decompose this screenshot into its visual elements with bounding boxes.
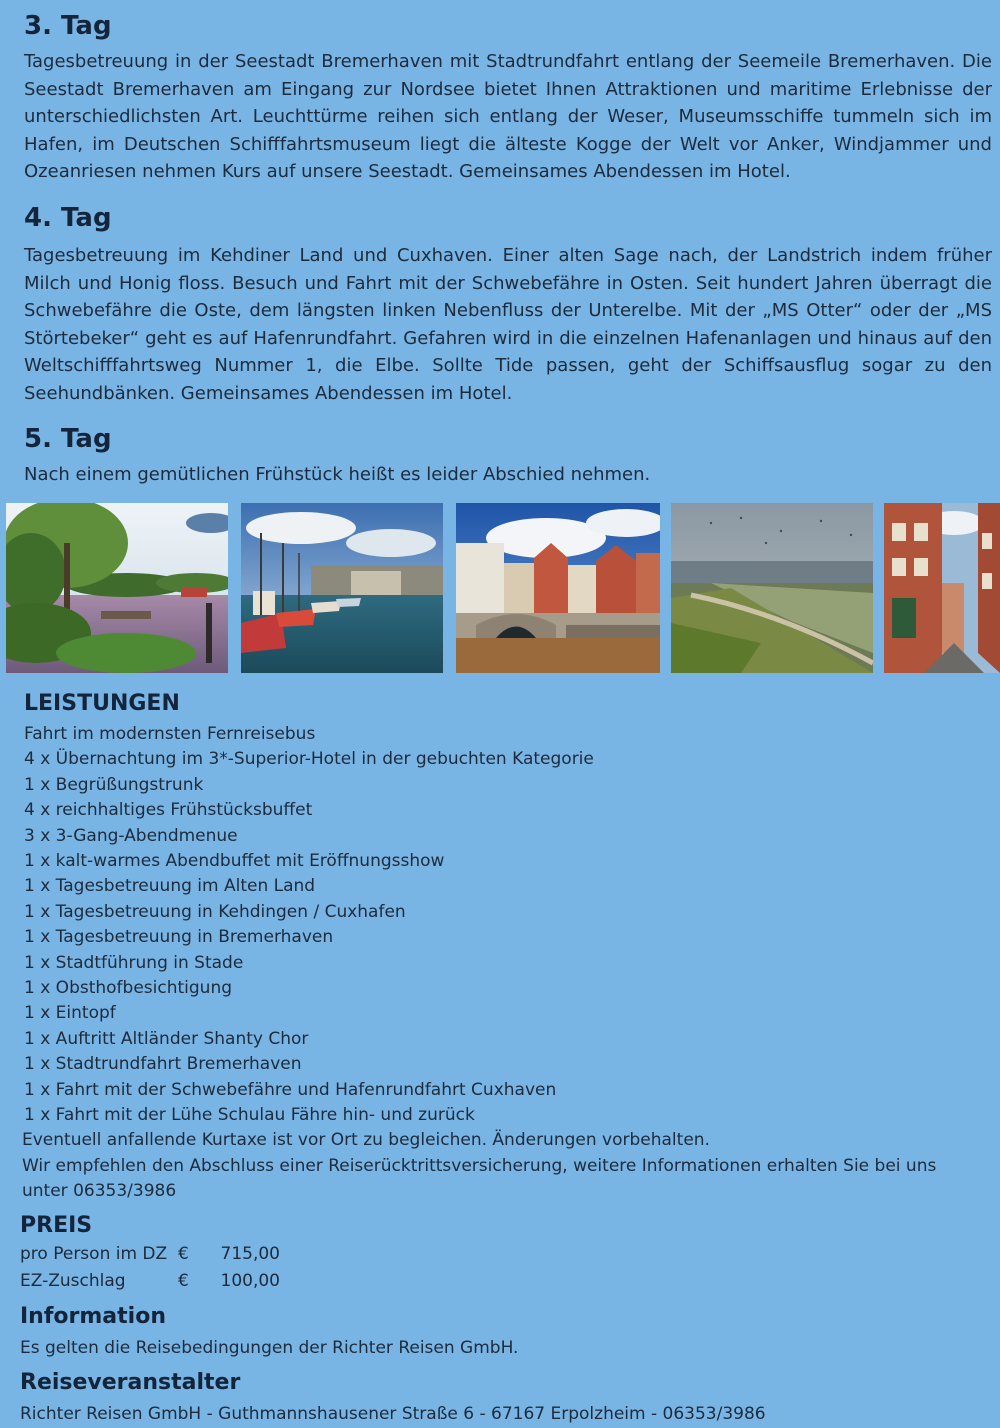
leistungen-section — [24, 690, 994, 1129]
list-item: 1 x Fahrt mit der Lühe Schulau Fähre hin- und zurück — [24, 1105, 475, 1126]
day-5-title: 5. Tag — [24, 424, 112, 454]
list-item: 1 x kalt-warmes Abendbuffet mit Eröffnungsshow — [24, 851, 445, 872]
list-item: Fahrt im modernsten Fernreisebus — [24, 724, 316, 744]
price-row-ez — [20, 1269, 990, 1294]
information-section — [20, 1302, 990, 1362]
day-5-section — [24, 423, 992, 489]
photo-coast-dyke — [671, 503, 873, 673]
preis-title: PREIS — [20, 1213, 93, 1238]
photo-old-town-bridge — [456, 503, 660, 673]
price-value: 100,00 — [220, 1271, 280, 1291]
day-4-text: Tagesbetreuung im Kehdiner Land und Cuxhaven. Einer alten Sage nach, der Landstrich indem früher Milch und Honig floss. Besuch und Fahrt mit der Schwebefähre in Osten. Seit hundert Jahren überragt die Schwebefähre die Oste, dem längsten linken Nebenfluss der Unterelbe. Mit der „MS Otter“ oder der „MS Störtebeker“ geht es auf Hafenrundfahrt. Gefahren wird in die einzelnen Hafenanlagen und hinaus auf den Weltschifffahrtsweg Nummer 1, die Elbe. Sollte Tide passen, geht der Schiffsausflug sogar zu den Seehundbänken. Gemeinsames Abendessen im Hotel. — [24, 245, 992, 404]
list-item: 1 x Stadtführung in Stade — [24, 952, 244, 973]
list-item: 3 x 3-Gang-Abendmenue — [24, 825, 238, 846]
price-value: 715,00 — [220, 1244, 280, 1264]
price-row-dz — [20, 1242, 990, 1267]
list-item: 1 x Tagesbetreuung im Alten Land — [24, 876, 316, 897]
reiseveranstalter-text: Richter Reisen GmbH - Guthmannshausener Straße 6 - 67167 Erpolzheim - 06353/3986 — [20, 1404, 766, 1424]
leistungen-title: LEISTUNGEN — [24, 691, 180, 716]
day-5-text: Nach einem gemütlichen Frühstück heißt es leider Abschied nehmen. — [24, 464, 651, 485]
list-item: 4 x Übernachtung im 3*-Superior-Hotel in der gebuchten Kategorie — [24, 749, 594, 770]
photo-strip — [6, 503, 1000, 673]
day-4-title: 4. Tag — [24, 203, 112, 233]
photo-river-willow — [6, 503, 228, 673]
price-currency: € — [178, 1271, 189, 1291]
list-item: 1 x Eintopf — [24, 1003, 116, 1024]
preis-section — [20, 1212, 990, 1294]
photo-harbour-boats — [241, 503, 443, 673]
list-item: 1 x Obsthofbesichtigung — [24, 978, 233, 999]
kurtaxe-note: Eventuell anfallende Kurtaxe ist vor Ort zu begleichen. Änderungen vorbehalten. — [22, 1130, 710, 1150]
list-item: 4 x reichhaltiges Frühstücksbuffet — [24, 800, 313, 821]
versicherung-note: Wir empfehlen den Abschluss einer Reiserücktrittsversicherung, weitere Informationen erhalten Sie bei uns unter 06353/3986 — [22, 1155, 937, 1201]
list-item: 1 x Auftritt Altländer Shanty Chor — [24, 1028, 309, 1049]
day-4-section — [24, 202, 992, 407]
notes-block — [22, 1128, 982, 1205]
list-item: 1 x Fahrt mit der Schwebefähre und Hafenrundfahrt Cuxhaven — [24, 1079, 557, 1100]
list-item: 1 x Begrüßungstrunk — [24, 774, 204, 795]
day-3-title: 3. Tag — [24, 11, 112, 41]
list-item: 1 x Stadtrundfahrt Bremerhaven — [24, 1054, 302, 1075]
reiseveranstalter-title: Reiseveranstalter — [20, 1370, 241, 1395]
reiseveranstalter-section — [20, 1368, 990, 1428]
price-label: pro Person im DZ — [20, 1244, 168, 1264]
price-label: EZ-Zuschlag — [20, 1271, 126, 1291]
day-3-text: Tagesbetreuung in der Seestadt Bremerhaven mit Stadtrundfahrt entlang der Seemeile Bremerhaven. Die Seestadt Bremerhaven am Eingang zur Nordsee bietet Ihnen Attraktionen und maritime Erlebnisse der unterschiedlichsten Art. Leuchttürme reihen sich entlang der Weser, Museumsschiffe tummeln sich im Hafen, im Deutschen Schifffahrtsmuseum liegt die älteste Kogge der Welt vor Anker, Windjammer und Ozeanriesen nehmen Kurs auf unsere Seestadt. Gemeinsames Abendessen im Hotel. — [24, 51, 992, 182]
leistungen-list — [24, 722, 994, 1129]
information-text: Es gelten die Reisebedingungen der Richter Reisen GmbH. — [20, 1338, 519, 1358]
price-currency: € — [178, 1244, 189, 1264]
list-item: 1 x Tagesbetreuung in Bremerhaven — [24, 927, 334, 948]
information-title: Information — [20, 1304, 166, 1329]
day-3-section — [24, 10, 992, 186]
photo-brick-street — [884, 503, 1000, 673]
list-item: 1 x Tagesbetreuung in Kehdingen / Cuxhafen — [24, 901, 406, 922]
